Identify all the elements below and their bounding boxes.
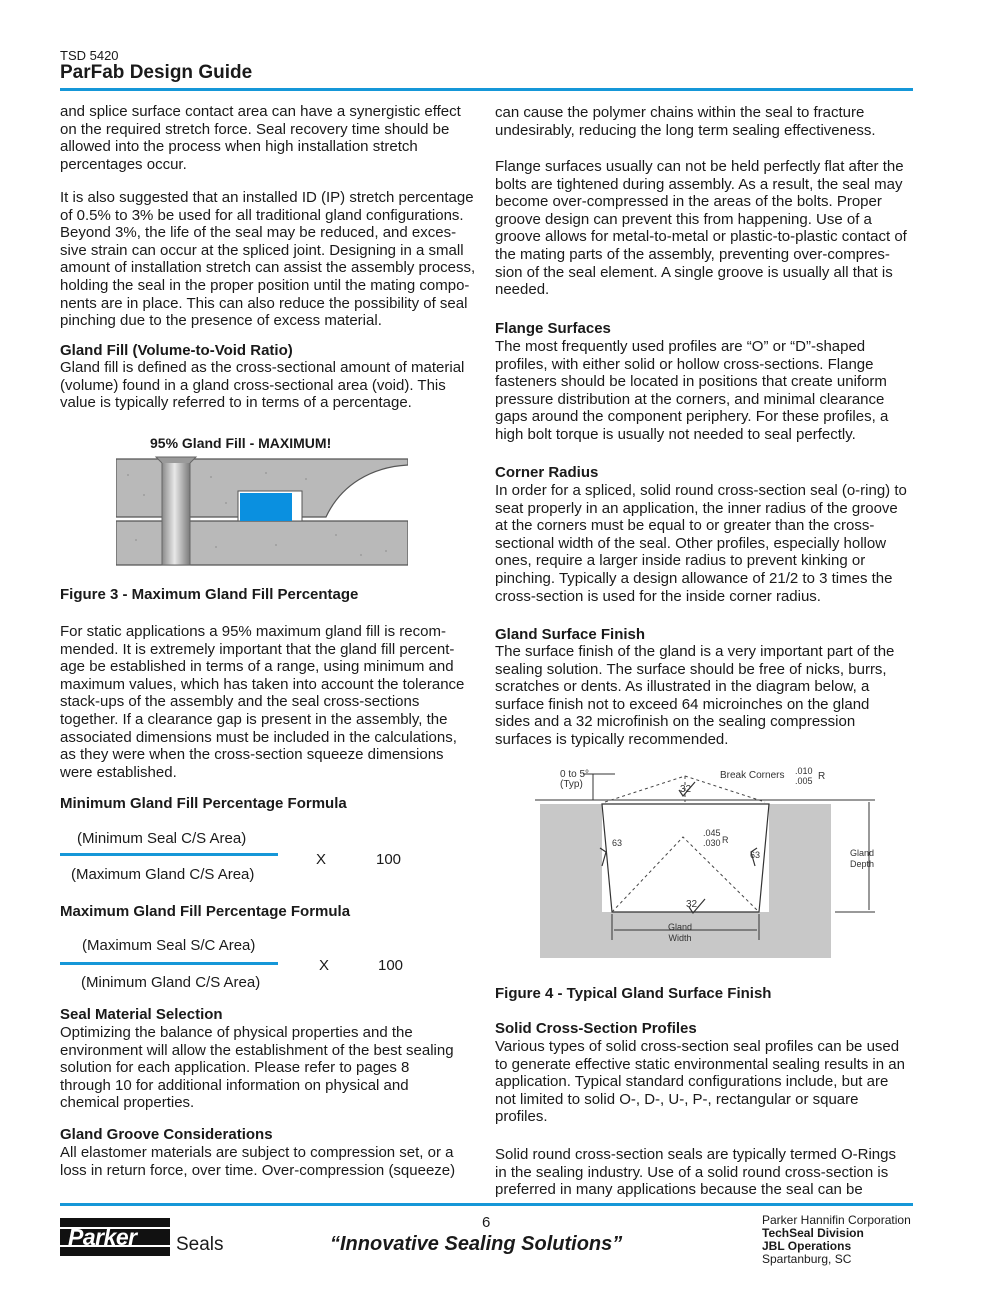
company-name: Parker Hannifin Corporation [762, 1213, 911, 1227]
fig4-angle-label: 0 to 5° (Typ) [560, 769, 590, 790]
gland-fill-heading: Gland Fill (Volume-to-Void Ratio) [60, 342, 293, 359]
fig4-radius-values: .045 .030 [703, 828, 721, 848]
right-paragraph-2: Flange surfaces usually can not be held perfectly flat after the bolts are tightened during assembly. As a result, the seal may become over-compressed in the areas of the bolts. Proper groove design can prevent this from happening. Use of a groove allows for metal-to-metal or plastic-to-plastic contact of the mating parts of the assembly, preventing over-compres- sion of the seal element. A single groove is usually all that is needed. [495, 158, 907, 299]
max-formula-numerator: (Maximum Seal S/C Area) [82, 937, 256, 954]
bolt [162, 459, 190, 565]
gland-fill-text: Gland fill is defined as the cross-sectional amount of material (volume) found in a gland cross-sectional area (void). This value is typically referred to in terms of a percentage. [60, 359, 465, 412]
solid-text: Various types of solid cross-section seal profiles can be used to generate effective static environmental sealing results in an application. Typical standard configurations include, but are not limited to solid O-, D-, U-, P-, rectangular or square profiles. [495, 1038, 905, 1126]
right-paragraph-1: can cause the polymer chains within the seal to fracture undesirably, reducing the long term sealing effectiveness. [495, 104, 876, 139]
figure-3-diagram [116, 455, 408, 567]
max-formula-factor: 100 [378, 957, 404, 974]
fig4-63-right: 63 [750, 850, 761, 860]
finish-heading: Gland Surface Finish [495, 626, 646, 643]
bottom-plate [116, 521, 408, 565]
left-paragraph-1: and splice surface contact area can have a synergistic effect on the required stretch force. Seal recovery time should be allowed into the process when high installation stretch percentages occur. [60, 103, 461, 173]
figure-3-caption: Figure 3 - Maximum Gland Fill Percentage [60, 586, 359, 603]
max-formula-times: X [319, 957, 330, 974]
min-formula-divider [60, 853, 278, 856]
page-title: ParFab Design Guide [60, 62, 253, 83]
max-formula-denominator: (Minimum Gland C/S Area) [81, 974, 261, 991]
seals-label: Seals [176, 1234, 224, 1255]
parker-logo [60, 1218, 170, 1256]
flange-heading: Flange Surfaces [495, 320, 611, 337]
min-formula-factor: 100 [376, 851, 402, 868]
fig4-depth-label: Gland Depth [850, 848, 875, 869]
flange-text: The most frequently used profiles are “O” or “D”-shaped profiles, with either solid or hollow cross-sections. Flange fasteners should be located in positions that create uniform pressure distribution at the corners, and minimal clearance gaps around the component periphery. For these profiles, a high bolt torque is usually not needed to seal perfectly. [495, 338, 889, 443]
material-text: Optimizing the balance of physical properties and the environment will allow the establishment of the best sealing solution for each application. Please refer to pages 8 through 10 for additional information on physical and chemical properties. [60, 1024, 454, 1112]
city: Spartanburg, SC [762, 1252, 852, 1266]
fig4-32-bottom: 32 [686, 899, 698, 910]
finish-text: The surface finish of the gland is a very important part of the sealing solution. The surface should be free of nicks, burrs, scratches or dents. As illustrated in the diagram below, a surface finish not to exceed 64 microinches on the gland sides and a 32 microfinish on the sealing compression surfaces is typically recommended. [495, 643, 895, 748]
figure-4-caption: Figure 4 - Typical Gland Surface Finish [495, 985, 772, 1002]
fig4-radius-r: R [722, 835, 729, 845]
fig4-break-label: Break Corners [720, 770, 785, 781]
corner-heading: Corner Radius [495, 464, 599, 481]
min-formula-numerator: (Minimum Seal C/S Area) [77, 830, 247, 847]
operations-name: JBL Operations [762, 1239, 852, 1253]
left-paragraph-2: It is also suggested that an installed ID (IP) stretch percentage of 0.5% to 3% be used for all traditional gland configurations. Beyond 3%, the life of the seal may be reduced, and exces- sive strain can occur at the spliced joint. Designing in a small amount of installation stretch can assist the assembly process, holding the seal in the proper position until the mating compo- nents are in place. This can also reduce the possibility of seal pinching due to the presence of excess material. [60, 189, 476, 330]
footer-rule [60, 1203, 913, 1206]
page-number: 6 [482, 1214, 491, 1231]
min-formula-heading: Minimum Gland Fill Percentage Formula [60, 795, 347, 812]
doc-id: TSD 5420 [60, 48, 119, 63]
fig4-32-top: 32 [680, 784, 692, 795]
header-rule [60, 88, 913, 91]
fig4-width-label: Gland Width [668, 922, 693, 943]
slogan: “Innovative Sealing Solutions” [330, 1233, 623, 1255]
corner-text: In order for a spliced, solid round cross-section seal (o-ring) to seat properly in an application, the inner radius of the groove at the corners must be equal to or greater than the cross- sectional width of the seal. Other profiles, especially hollow ones, require a larger inside radius to prevent kinking or pinching. Typically a design allowance of 21/2 to 3 times the cross-section is used for the inside corner radius. [495, 482, 907, 605]
seal [240, 493, 292, 521]
figure-3-title: 95% Gland Fill - MAXIMUM! [150, 435, 332, 451]
solid-heading: Solid Cross-Section Profiles [495, 1020, 697, 1037]
static-applications-text: For static applications a 95% maximum gland fill is recom- mended. It is extremely important that the gland fill percent- age be established in terms of a range, using minimum and maximum values, which has taken into account the tolerance stack-ups of the assembly and the seal cross-sections together. If a clearance gap is present in the assembly, the associated dimensions must be included in the calculations, as they were when the cross-section squeeze dimensions were established. [60, 623, 465, 781]
max-formula-divider [60, 962, 278, 965]
min-formula-denominator: (Maximum Gland C/S Area) [71, 866, 255, 883]
fig4-63-left: 63 [612, 838, 623, 848]
fig4-break-r: R [818, 771, 826, 782]
max-formula-heading: Maximum Gland Fill Percentage Formula [60, 903, 351, 920]
groove-heading: Gland Groove Considerations [60, 1126, 273, 1143]
oring-text: Solid round cross-section seals are typically termed O-Rings in the sealing industry. Use of a solid round cross-section is preferred in many applications because the seal can be [495, 1146, 896, 1199]
parker-logo-text: Parker [68, 1224, 137, 1250]
min-formula-times: X [316, 851, 327, 868]
material-heading: Seal Material Selection [60, 1006, 223, 1023]
figure-4-diagram [535, 762, 895, 962]
division-name: TechSeal Division [762, 1226, 864, 1240]
fig4-break-values: .010 .005 [795, 766, 813, 786]
groove-text: All elastomer materials are subject to compression set, or a loss in return force, over time. Over-compression (squeeze) [60, 1144, 456, 1179]
